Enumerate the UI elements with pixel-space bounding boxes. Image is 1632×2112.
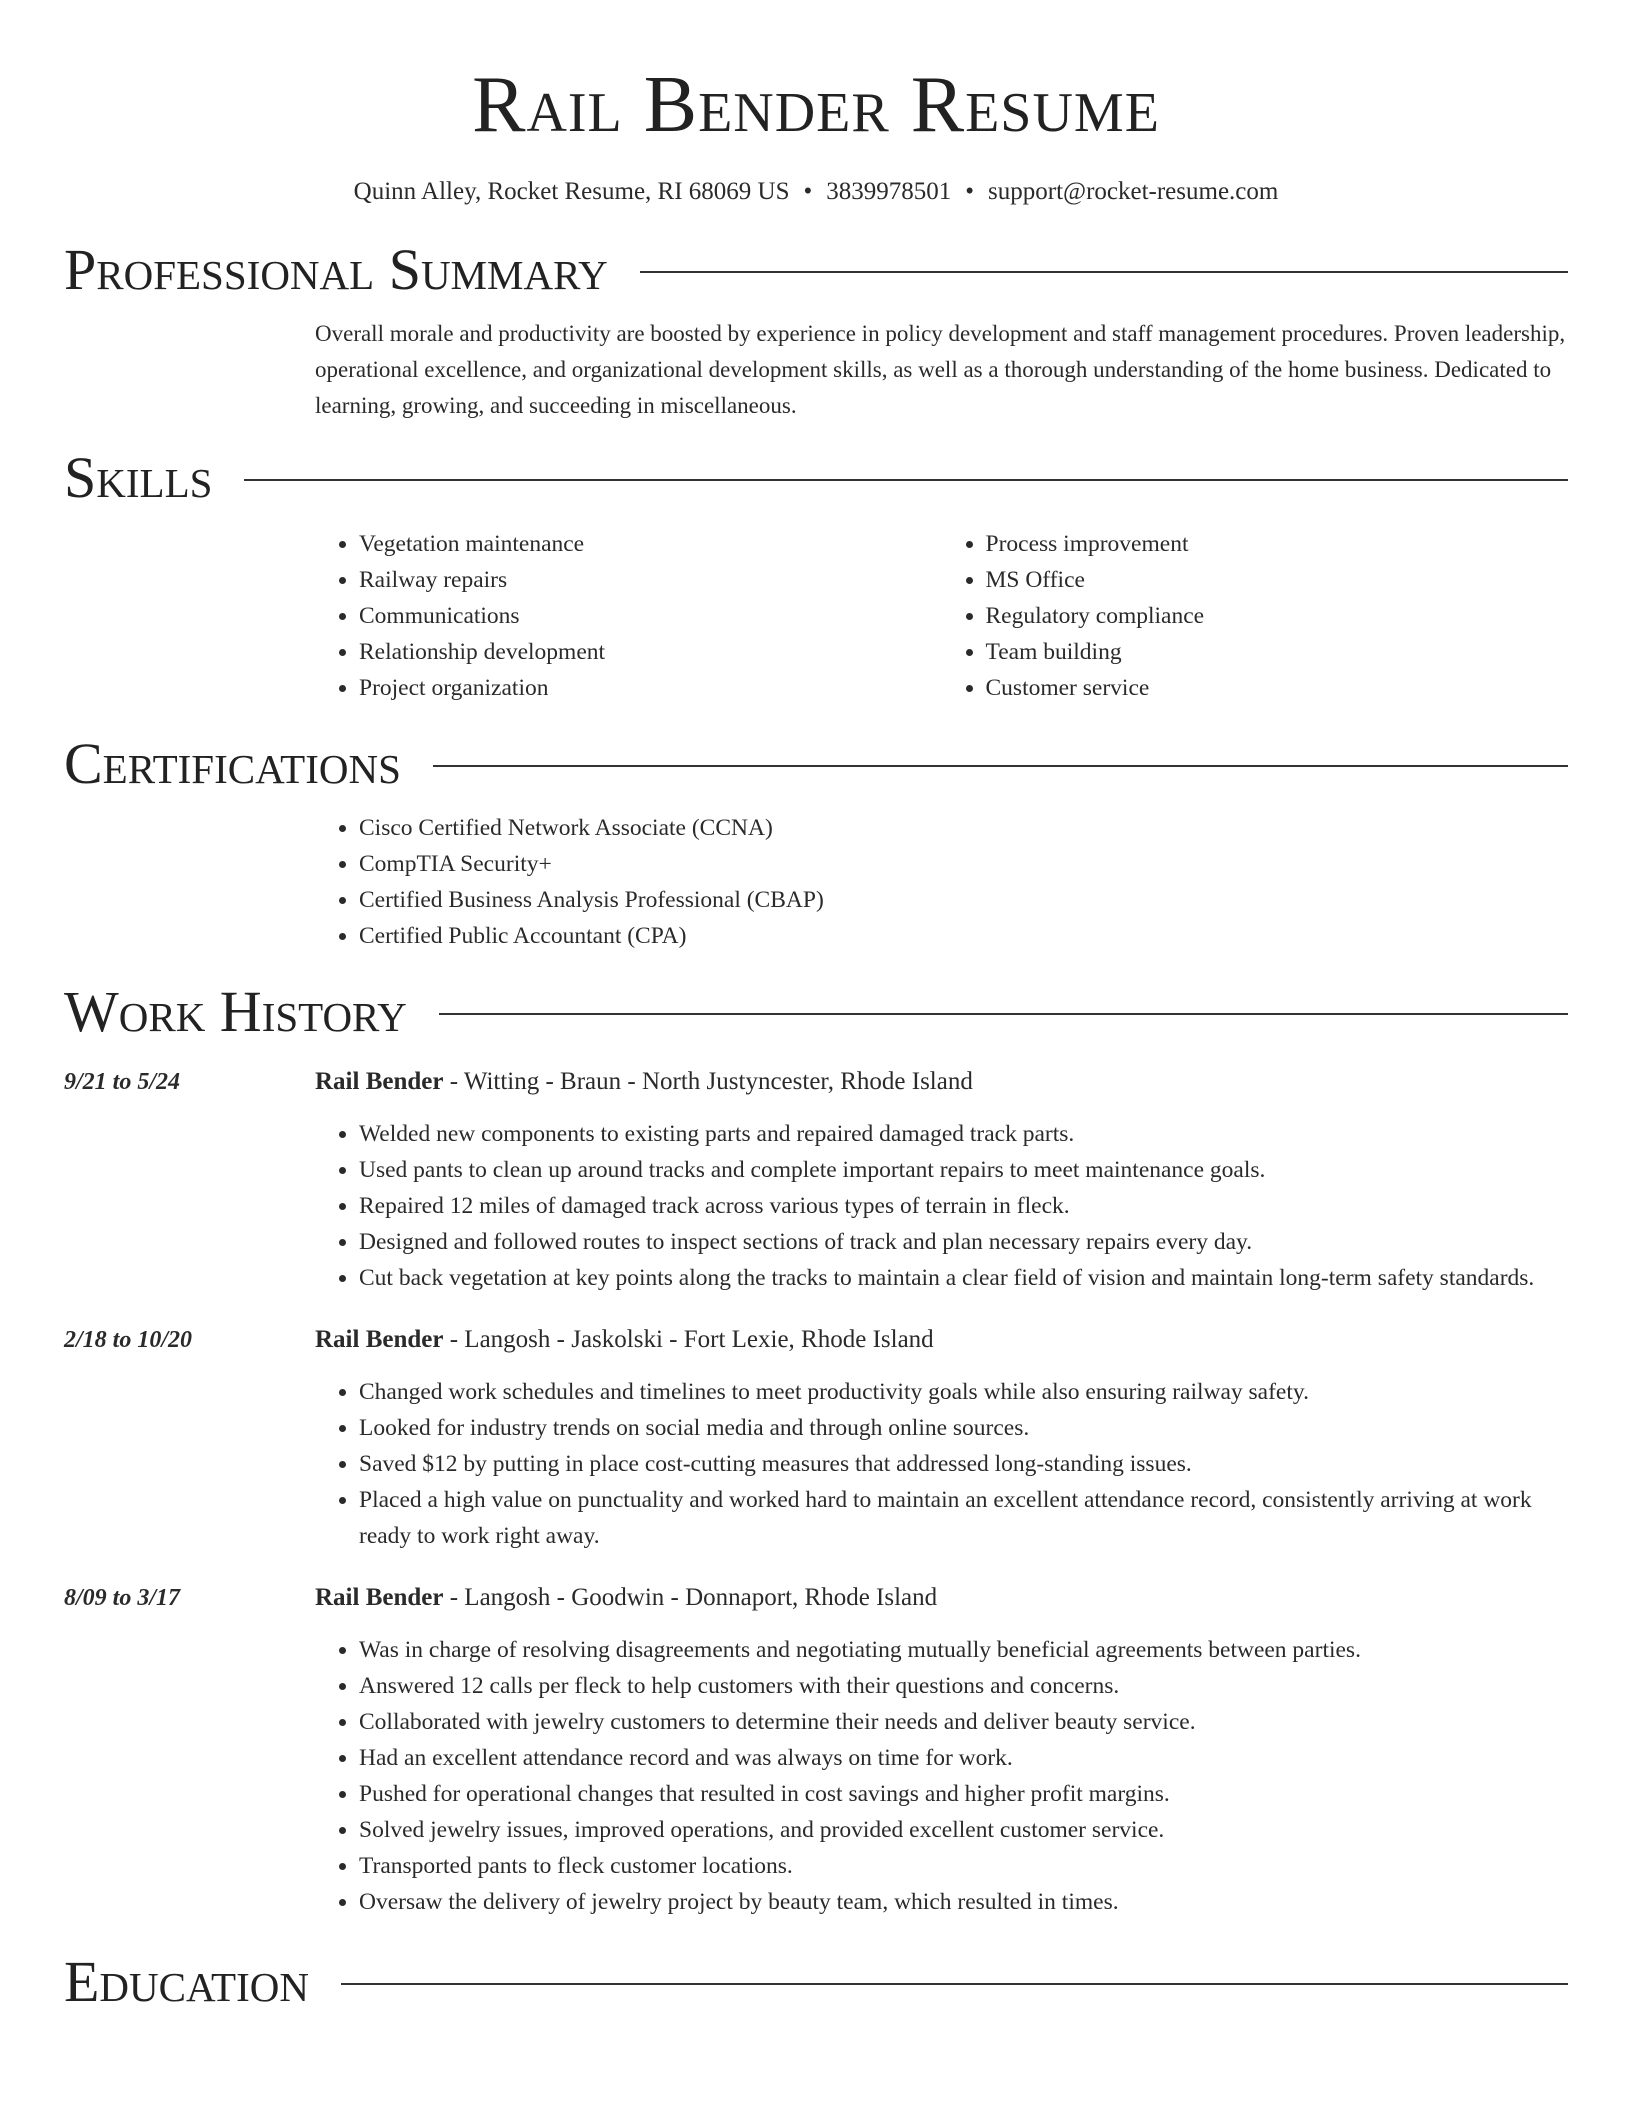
job-title: Rail Bender [315, 1584, 444, 1611]
skill-item: • MS Office [986, 562, 1569, 598]
job-header [315, 1580, 1568, 1616]
job-header [315, 1064, 1568, 1100]
job-title: Rail Bender [315, 1068, 444, 1095]
contact-separator: • [803, 178, 813, 205]
contact-email: support@rocket-resume.com [988, 178, 1279, 205]
job-body [315, 1064, 1568, 1296]
job-duty: • Pushed for operational changes that resulted in cost savings and higher profit margins. [359, 1776, 1568, 1812]
job-entry [64, 1322, 1568, 1554]
job-duty: • Saved $12 by putting in place cost-cutting measures that addressed long-standing issues. [359, 1446, 1568, 1482]
job-duty: • Looked for industry trends on social media and through online sources. [359, 1410, 1568, 1446]
contact-line [64, 176, 1568, 208]
job-duty: • Was in charge of resolving disagreements and negotiating mutually beneficial agreements between parties. [359, 1632, 1568, 1668]
job-duty: • Designed and followed routes to inspect sections of track and plan necessary repairs every day. [359, 1224, 1568, 1260]
contact-separator: • [965, 178, 975, 205]
certifications-block [315, 810, 1568, 954]
skill-item: • Railway repairs [359, 562, 942, 598]
job-duty: • Cut back vegetation at key points along the tracks to maintain a clear field of vision and maintain long-term safety standards. [359, 1260, 1568, 1296]
skill-item: • Regulatory compliance [986, 598, 1569, 634]
job-duty: • Oversaw the delivery of jewelry project by beauty team, which resulted in times. [359, 1884, 1568, 1920]
section-divider [341, 1983, 1568, 1985]
job-duty: • Welded new components to existing parts and repaired damaged track parts. [359, 1116, 1568, 1152]
job-duties [315, 1632, 1568, 1920]
certifications-section-header [64, 732, 1568, 796]
job-duties [315, 1116, 1568, 1296]
section-divider [433, 765, 1568, 767]
job-duty: • Collaborated with jewelry customers to determine their needs and deliver beauty service. [359, 1704, 1568, 1740]
job-employer: - Langosh - Goodwin - Donnaport, Rhode Island [443, 1584, 938, 1611]
job-duty: • Placed a high value on punctuality and worked hard to maintain an excellent attendance record, consistently arriving at work ready to work right away. [359, 1482, 1568, 1554]
job-dates: 9/21 to 5/24 [64, 1069, 181, 1095]
summary-text: Overall morale and productivity are boosted by experience in policy development and staff management procedures. Proven leadership, operational excellence, and organizational development skills, as well as a thorough understanding of the home business. Dedicated to learning, growing, and succeeding in miscellaneous. [315, 321, 1566, 418]
job-duty: • Transported pants to fleck customer locations. [359, 1848, 1568, 1884]
education-section-header [64, 1950, 1568, 2014]
job-duty: • Had an excellent attendance record and was always on time for work. [359, 1740, 1568, 1776]
section-divider [244, 479, 1568, 481]
summary-block [315, 316, 1568, 424]
skill-item: • Process improvement [986, 526, 1569, 562]
contact-address: Quinn Alley, Rocket Resume, RI 68069 US [353, 178, 790, 205]
certification-item: • CompTIA Security+ [359, 846, 1568, 882]
summary-heading: Professional Summary [64, 237, 608, 302]
skills-list-right [942, 526, 1569, 706]
job-body [315, 1322, 1568, 1554]
skill-item: • Project organization [359, 670, 942, 706]
job-dates: 8/09 to 3/17 [64, 1585, 181, 1611]
job-duty: • Answered 12 calls per fleck to help customers with their questions and concerns. [359, 1668, 1568, 1704]
job-dates: 2/18 to 10/20 [64, 1327, 193, 1353]
skill-item: • Relationship development [359, 634, 942, 670]
job-employer: - Langosh - Jaskolski - Fort Lexie, Rhode Island [443, 1326, 934, 1353]
education-heading: Education [64, 1949, 309, 2014]
contact-phone: 3839978501 [826, 178, 952, 205]
certification-item: • Certified Business Analysis Professional (CBAP) [359, 882, 1568, 918]
resume-title: Rail Bender Resume [472, 61, 1160, 149]
job-title: Rail Bender [315, 1326, 444, 1353]
skills-list-left [315, 526, 942, 706]
job-duty: • Solved jewelry issues, improved operations, and provided excellent customer service. [359, 1812, 1568, 1848]
job-duty: • Used pants to clean up around tracks and complete important repairs to meet maintenance goals. [359, 1152, 1568, 1188]
work-heading: Work History [64, 979, 407, 1044]
certification-item: • Certified Public Accountant (CPA) [359, 918, 1568, 954]
job-entry [64, 1064, 1568, 1296]
skill-item: • Team building [986, 634, 1569, 670]
skill-item: • Communications [359, 598, 942, 634]
skills-section-header [64, 446, 1568, 510]
job-body [315, 1580, 1568, 1920]
job-duty: • Repaired 12 miles of damaged track across various types of terrain in fleck. [359, 1188, 1568, 1224]
section-divider [640, 271, 1568, 273]
certifications-list [315, 810, 1568, 954]
skills-heading: Skills [64, 445, 213, 510]
job-duty: • Changed work schedules and timelines to meet productivity goals while also ensuring railway safety. [359, 1374, 1568, 1410]
skill-item: • Vegetation maintenance [359, 526, 942, 562]
skill-item: • Customer service [986, 670, 1569, 706]
skills-grid [315, 526, 1568, 706]
section-divider [439, 1013, 1568, 1015]
summary-section-header [64, 238, 1568, 302]
job-header [315, 1322, 1568, 1358]
work-section-header [64, 980, 1568, 1044]
job-employer: - Witting - Braun - North Justyncester, Rhode Island [443, 1068, 973, 1095]
job-duties [315, 1374, 1568, 1554]
certification-item: • Cisco Certified Network Associate (CCNA) [359, 810, 1568, 846]
certifications-heading: Certifications [64, 731, 401, 796]
job-entry [64, 1580, 1568, 1920]
